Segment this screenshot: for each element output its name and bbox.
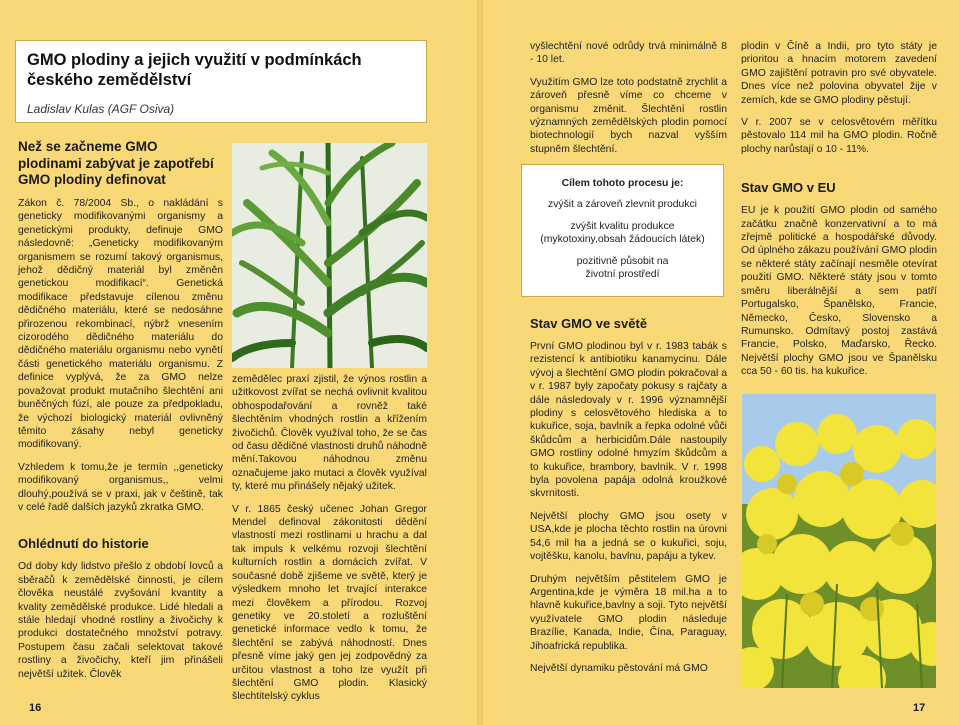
col4-paragraph-3: EU je k použití GMO plodin od samého začátku značně konzervativní a to má zřejmě politické a hospodářské důvody. Od úplného zákazu používání GMO plodin se některé státy začínají nesměle otevírat použití GMO. Některé státy jsou v tomto směru liberálnější a sem patří Portugalsko, Španělsko, Francie, Německo, Česko, Slovensko a Rumunsko. Odmítavý postoj zastává Francie, Polsko, Maďarsko, Řecko. Největší plochy GMO jsou ve Španělsku cca 50 - 60 tis. ha kukuřice.	[741, 205, 937, 378]
column-3-lower	[530, 316, 727, 684]
eu-status-heading: Stav GMO v EU	[741, 180, 836, 196]
goal-item-3: pozitivně působit na životní prostředí	[576, 255, 669, 281]
col3-paragraph-2: Využitím GMO lze toto podstatně zrychlit a zároveň přesně víme co chceme v organismu změnit. Šlechtění rostlin významných zemědělských plodin pomocí biotechnologií bych nazval vyšším stupněm šlechtění.	[530, 76, 727, 155]
col3-paragraph-6: Největší dynamiku pěstování má GMO	[530, 662, 708, 674]
column-3	[530, 40, 727, 165]
page-number-right: 17	[913, 702, 926, 714]
col1-paragraph-1: Zákon č. 78/2004 Sb., o nakládání s geneticky modifikovanými organismy a genetickými produkty, definuje GMO následovně: „Geneticky modifikovaným organismem se rozumí takový organismus, jehož dědičný materiál byl změněn genetickou modifikací“. Genetická modifikace představuje cílenou změnu dědičného materiálu, které se nedosáhne přirozenou rekombinací, nýbrž vnesením cizorodého dědičného materiálu do dědičného materiálu organismu nebo vynětí části genetického materiálu organismu. Z definice vyplývá, že za GMO nelze považovat produkt mutačního šlechtění ani buněčných fúzí, ale pouze za předpokladu, že výchozí biologický materiál ovlivněný těmito zásahy nebyl geneticky modifikovaný.	[18, 198, 223, 451]
goal-item-1: zvýšit a zároveň zlevnit produkci	[548, 199, 697, 211]
page-number-left: 16	[29, 702, 42, 714]
col4-paragraph-2: V r. 2007 se v celosvětovém měřítku pěstovalo 114 mil ha GMO plodin. Ročně plochy narůstají o 10 - 11%.	[741, 117, 937, 155]
col1-paragraph-3: Od doby kdy lidstvo přešlo z období lovců a sběračů k zemědělské činnosti, je cílem člověka neustálé zvyšování kvantity a kvality zemědělské produkce. Lidé hledali a stále hledají vhodné rostliny a živočichy k produkci dostatečného množství potravy. Postupem času začali selektovat takové rostliny a živočichy, kteří jim přinášeli největší užitek. Člověk	[18, 561, 223, 680]
history-heading: Ohlédnutí do historie	[18, 536, 149, 552]
col1-paragraph-2: Vzhledem k tomu,že je termín ,,geneticky modifikovaný organismus,, velmi dlouhý,používá se v praxi, jak v češtině, tak v celé řadě dalších jazyků zkratka GMO.	[18, 461, 223, 513]
col2-paragraph-1: zemědělec praxí zjistil, že výnos rostlin a užitkovost zvířat se nechá ovlivnit kvalitou obhospodařování a rovněž také šlechtěním vhodných rostlin a křížením živočichů. Člověk využíval toho, že se čas od času dědičné vlastnosti druhů náhodně mění.Takovou náhodnou změnu označujeme jako mutaci a člověk využíval ty, které mu přinášely nějaký užitek.	[232, 374, 427, 493]
article-title: GMO plodiny a jejich využití v podmínkách českého zemědělství	[27, 51, 362, 89]
col3-paragraph-3: První GMO plodinou byl v r. 1983 tabák s rezistencí k antibiotiku kanamycinu. Dále vývoj a šlechtění GMO plodin pokračoval a v r. 1987 byly započaty pokusy s rajčaty a dále následovaly v r. 1996 významnější plodiny s celosvětového hlediska a to kukuřice, soja, bavlník a řepka odolné vůči škůdcům a herbicidům.Dále nastoupily GMO rostliny odolné hmyzím škůdcům a to kukuřice, brambory, bavlník. V r. 1998 byla povolena papája odolná kroužkové skvrnitosti.	[530, 341, 727, 500]
column-4	[741, 40, 937, 388]
article-author: Ladislav Kulas (AGF Osiva)	[27, 102, 175, 116]
intro-heading: Než se začneme GMO plodinami zabývat je zapotřebí GMO plodiny definovat	[18, 139, 214, 187]
title-box	[15, 40, 427, 123]
rapeseed-field-image	[742, 394, 936, 688]
column-2	[232, 373, 427, 713]
column-1	[18, 197, 223, 690]
goal-title: Cílem tohoto procesu je:	[561, 178, 684, 189]
col3-paragraph-1: vyšlechtění nové odrůdy trvá minimálně 8 - 10 let.	[530, 41, 727, 66]
col2-paragraph-2: V r. 1865 český učenec Johan Gregor Mendel definoval zákonitosti dědění vlastností mezi rostlinami u hrachu a dal tak impuls k velkému rozvoji šlechtění kulturních rostlin a domácích zvířat. V současné době zjišeme ve světě, který je výsledkem mnoho let trvající interakce mezi člověkem a přírodou. Rozvoj genetiky ve 20.století a rozluštění genetické informace vedlo k tomu, že šlechtění se zabývá náhodností. Dnes přesně víme jaký gen jej zodpovědný za určitou vlastnost a toho lze využít při šlechtění GMO plodin. Klasický šlechtitelský cyklus	[232, 503, 427, 703]
world-status-heading: Stav GMO ve světě	[530, 316, 648, 331]
col3-paragraph-4: Největší plochy GMO jsou osety v USA,kde je plocha těchto rostlin na úrovni 54,6 mil ha a jedná se o kukuřici, soju, vojtěšku, kanolu, bavlnu, papáju a tykev.	[530, 510, 727, 563]
col4-paragraph-1: plodin v Číně a Indii, pro tyto státy je prioritou a hnacím motorem zavedení GMO zajištění potravin pro své obyvatele. Dnes více než polovina obyvatel žije v zemích, kde se GMO plodiny pěstují.	[741, 41, 937, 106]
book-spine	[477, 0, 483, 725]
corn-plant-image	[232, 143, 427, 368]
goal-item-2: zvýšit kvalitu produkce (mykotoxiny,obsah žádoucích látek)	[540, 220, 705, 246]
col3-paragraph-5: Druhým největším pěstitelem GMO je Argentina,kde je výměra 18 mil.ha a to hlavně kukuřice,bavlny a soji. Tyto největší využívatele GMO plodin následuje Brazílie, Kanada, Indie, Čína, Paraguay, Jihoafrická republika.	[530, 573, 727, 652]
goal-box	[521, 164, 724, 297]
